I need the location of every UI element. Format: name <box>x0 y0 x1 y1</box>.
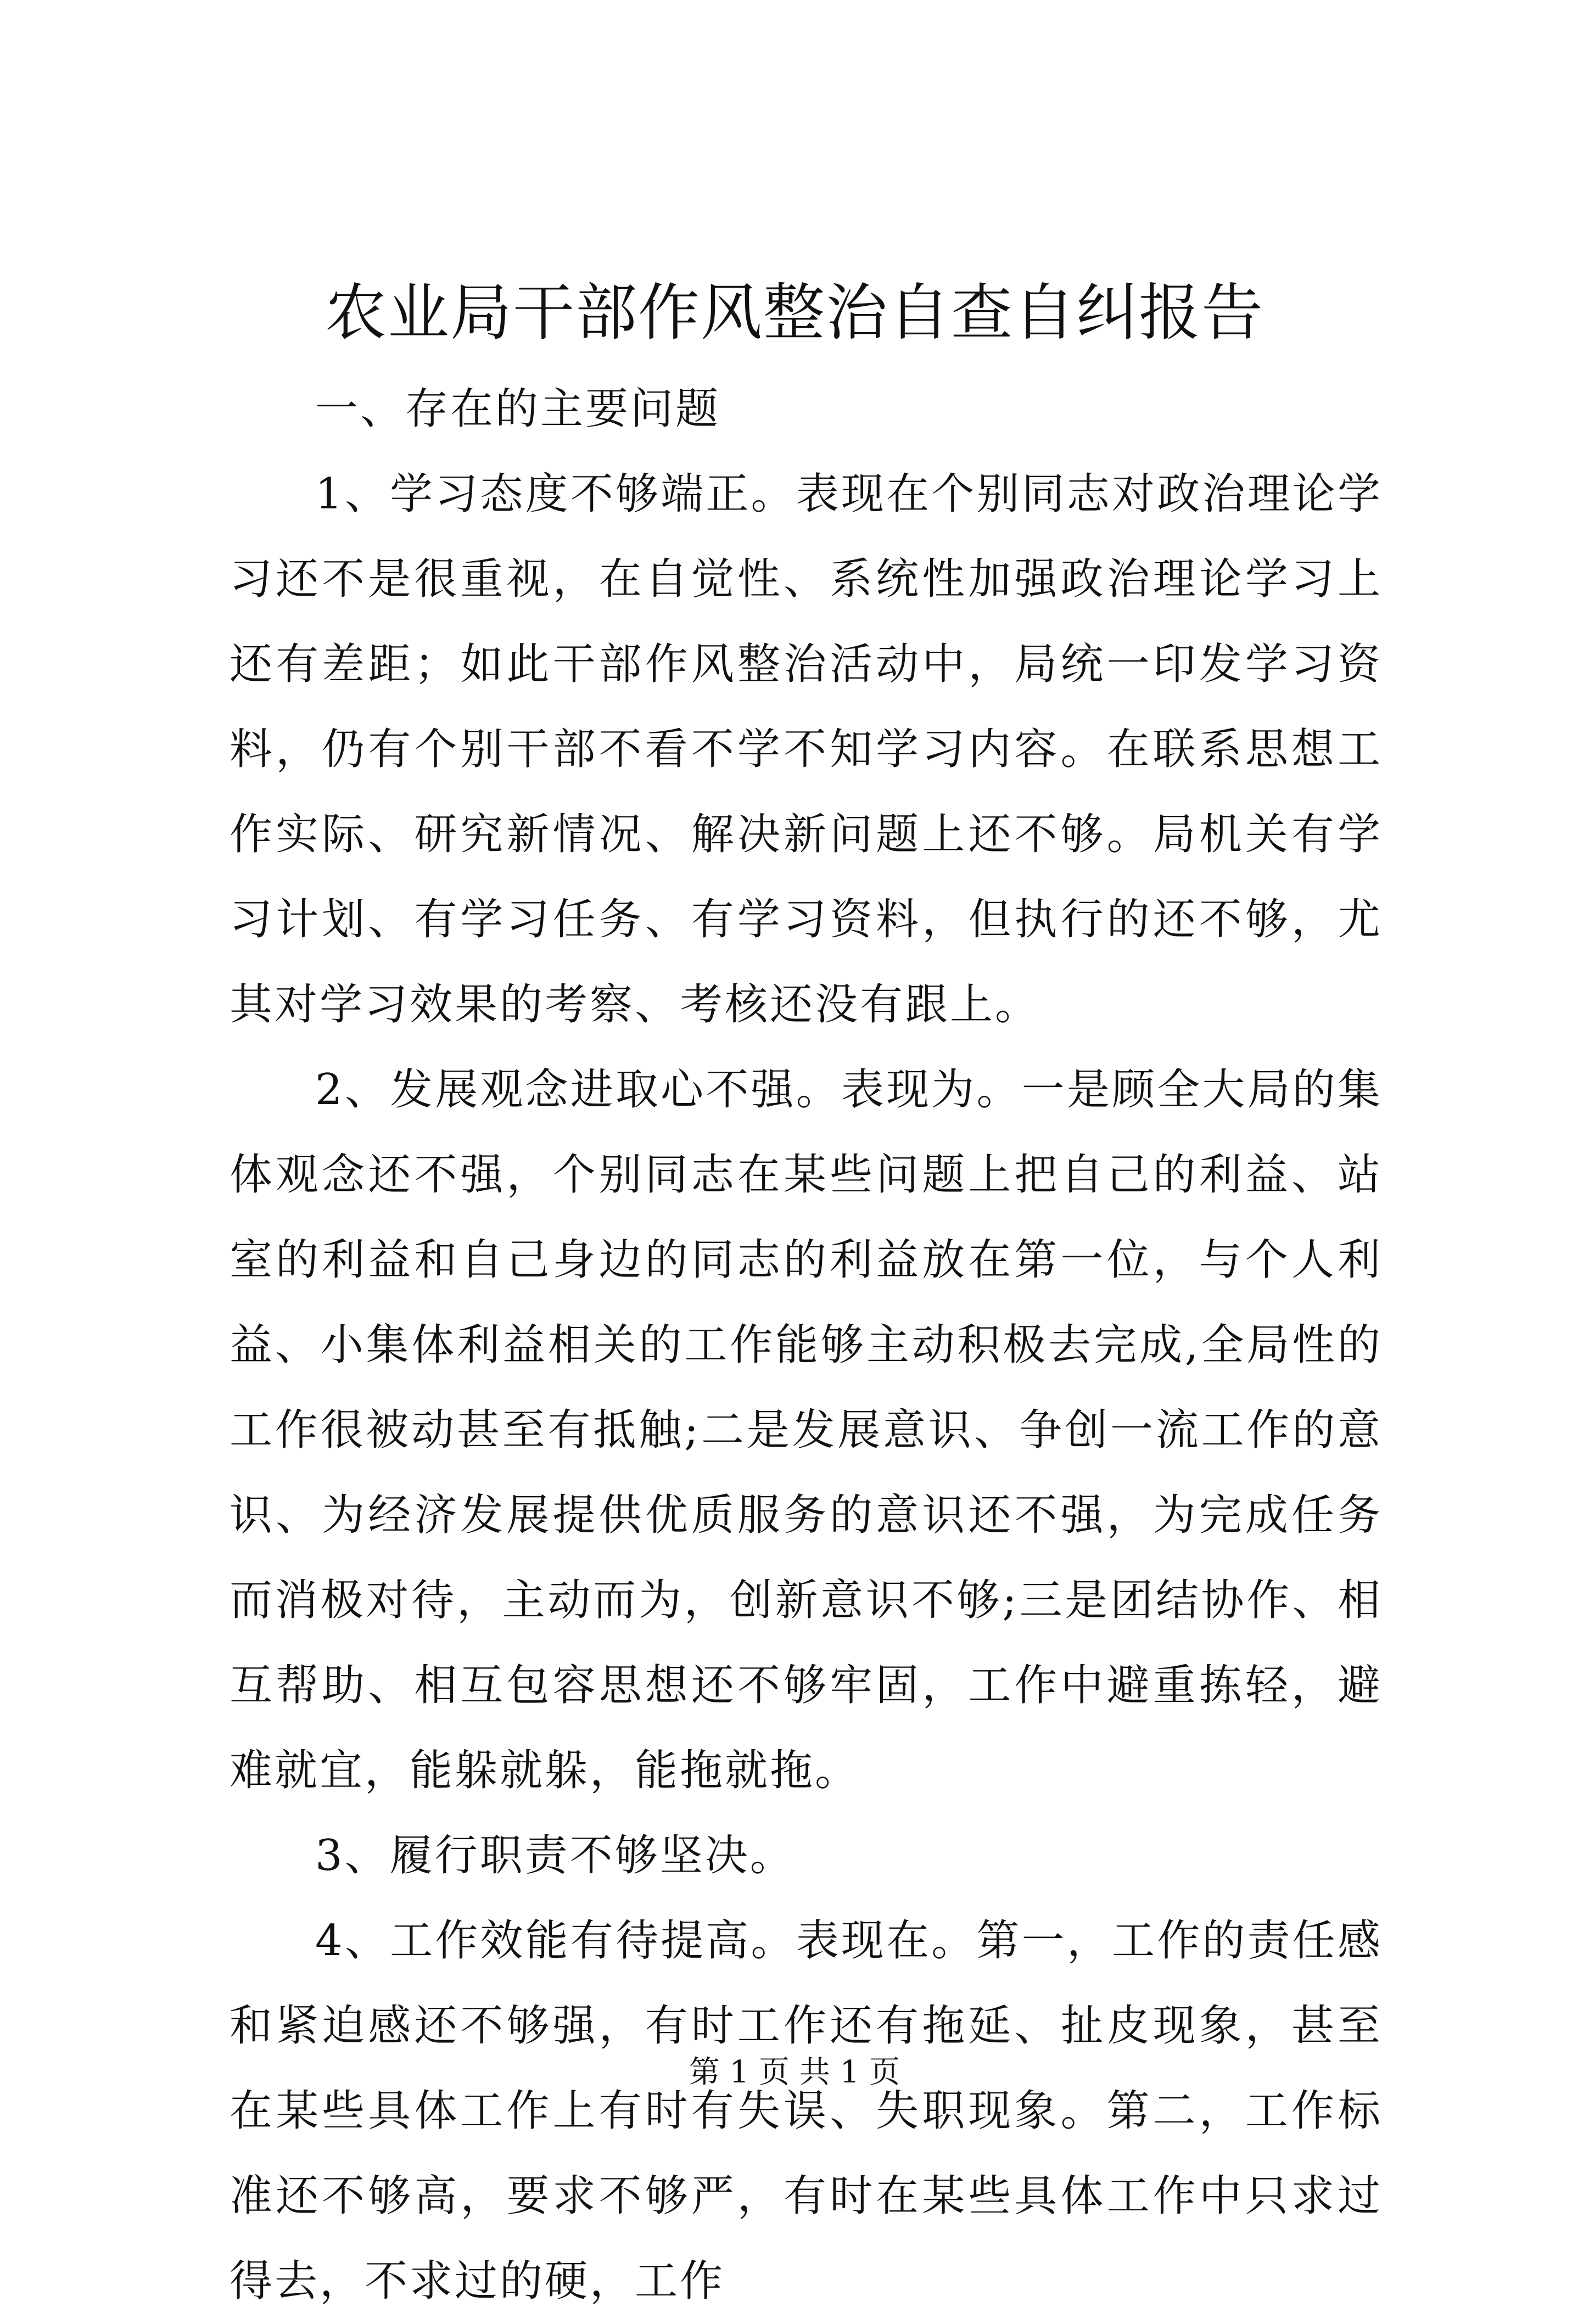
section-heading: 一、存在的主要问题 <box>315 384 721 434</box>
document-body <box>230 367 1383 2324</box>
paragraph-4: 4、工作效能有待提高。表现在。第一，工作的责任感和紧迫感还不够强，有时工作还有拖延、扯皮现象，甚至在某些具体工作上有时有失误、失职现象。第二，工作标准还不够高，要求不够严，有时在某些具体工作中只求过得去，不求过的硬，工作 <box>230 1916 1383 2306</box>
document-title: 农业局干部作风整治自查自纠报告 <box>325 277 1264 349</box>
paragraph-2: 2、发展观念进取心不强。表现为。一是顾全大局的集体观念还不强，个别同志在某些问题上把自己的利益、站室的利益和自己身边的同志的利益放在第一位，与个人利益、小集体利益相关的工作能够主动积极去完成,全局性的工作很被动甚至有抵触;二是发展意识、争创一流工作的意识、为经济发展提供优质服务的意识还不强，为完成任务而消极对待，主动而为，创新意识不够;三是团结协作、相互帮助、相互包容思想还不够牢固，工作中避重拣轻，避难就宜，能躲就躲，能拖就拖。 <box>230 1065 1383 1795</box>
paragraph-1: 1、学习态度不够端正。表现在个别同志对政治理论学习还不是很重视，在自觉性、系统性加强政治理论学习上还有差距；如此干部作风整治活动中，局统一印发学习资料，仍有个别干部不看不学不知学习内容。在联系思想工作实际、研究新情况、解决新问题上还不够。局机关有学习计划、有学习任务、有学习资料，但执行的还不够，尤其对学习效果的考察、考核还没有跟上。 <box>230 469 1383 1029</box>
paragraph-3: 3、履行职责不够坚决。 <box>315 1831 795 1880</box>
page-footer: 第 1 页 共 1 页 <box>689 2054 900 2090</box>
